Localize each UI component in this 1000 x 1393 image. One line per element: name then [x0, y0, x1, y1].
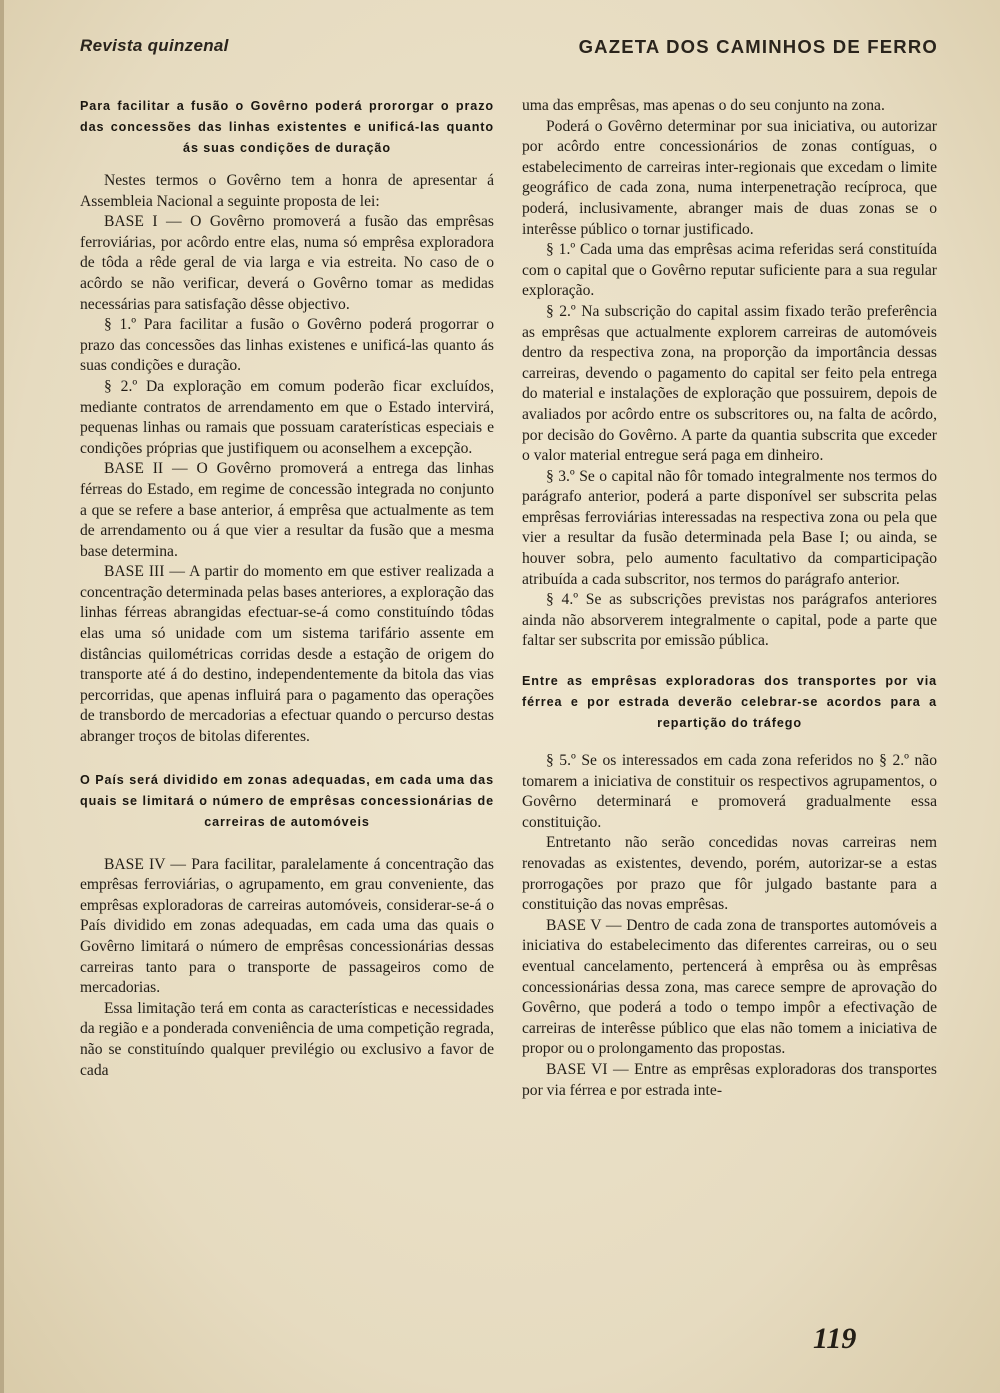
body-paragraph: uma das emprêsas, mas apenas o do seu conjunto na zona. — [522, 97, 885, 114]
body-paragraph: § 1.º Para facilitar a fusão o Govêrno poderá progorrar o prazo das concessões das linhas existenes e unificá-las quanto ás suas condições e duração. — [80, 316, 494, 375]
body-paragraph: BASE III — A partir do momento em que estiver realizada a concentração determinada pelas bases anteriores, a exploração das linhas férreas abrangidas efectuar-se-á como constituíndo tôdas elas uma só unidade com um sistema tarifário assente em distâncias quilométricas corridas desde a estação de origem do transporte até á do destino, independentemente da bitola das vias percorridas, que apenas influirá para o pagamento das operações de transbordo de mercadorias a efectuar quando o percurso destas abranger troços de bitolas diferentes. — [80, 563, 494, 746]
running-header — [80, 36, 938, 60]
section-heading: Entre as emprêsas exploradoras dos transportes por via férrea e por estrada deverão celebrar-se acordos para a repartição do tráfego — [522, 674, 937, 731]
section-heading: Para facilitar a fusão o Govêrno poderá prororgar o prazo das concessões das linhas existentes e unificá-las quanto ás suas condições de duração — [80, 99, 494, 155]
left-column — [80, 96, 494, 1081]
section-heading: O País será dividido em zonas adequadas, em cada uma das quais se limitará o número de emprêsas concessionárias de carreiras de automóveis — [80, 772, 494, 829]
body-paragraph: Essa limitação terá em conta as características e necessidades da região e a ponderada conveniência de uma competição regrada, não se constituíndo qualquer previlégio ou exclusivo a favor de cada — [80, 999, 494, 1079]
page-number: 119 — [813, 1322, 857, 1355]
body-paragraph: BASE I — O Govêrno promoverá a fusão das emprêsas ferroviárias, por acôrdo entre elas, numa só emprêsa exploradora de tôda a rêde geral de via larga e via estreita. No caso de o acôrdo se não verificar, deverá o Govêrno tomar as medidas necessárias para satisfação dêsse objectivo. — [80, 213, 494, 313]
body-paragraph: § 2.º Na subscrição do capital assim fixado terão preferência as emprêsas que actualmente explorem carreiras de automóveis dentro da respectiva zona, na proporção da importância dessas carreiras, devendo o pagamento do capital ser feito pela entrega do material e instalações de exploração que possuirem, depois de avaliados por acôrdo entre os subscritores ou, na falta de acôrdo, por decisão do Govêrno. A parte da quantia subscrita que exceder o valor material entregue será paga em dinheiro. — [522, 302, 937, 465]
right-column — [522, 96, 937, 1101]
page-edge — [0, 0, 4, 1393]
body-paragraph: § 3.º Se o capital não fôr tomado integralmente nos termos do parágrafo anterior, poderá a parte disponível ser subscrita pelas emprêsas ferroviárias interessadas na respectiva zona ou pela que vier a resultar da fusão determinada pela Base I; ou ainda, se houver sobra, pelo aumento facultativo da comparticipação atribuída a cada subscritor, nos termos do parágrafo anterior. — [522, 467, 937, 588]
body-paragraph: BASE II — O Govêrno promoverá a entrega das linhas férreas do Estado, em regime de concessão integrada no conjunto a que se refere a base anterior, á emprêsa que actualmente as tem de arrendamento ou á que vier a resultar da fusão que a mesma base determina. — [80, 460, 494, 560]
header-periodicity: Revista quinzenal — [80, 36, 229, 55]
body-paragraph: § 2.º Da exploração em comum poderão ficar excluídos, mediante contratos de arrendamento em que o Estado intervirá, pequenas linhas ou ramais que possuam caraterísticas especiais e condições próprias que justifiquem ou aconselhem a excepção. — [80, 377, 494, 457]
body-paragraph: § 5.º Se os interessados em cada zona referidos no § 2.º não tomarem a iniciativa de constituir os respectivos agrupamentos, o Govêrno determinará e promoverá gradualmente essa constituição. — [522, 752, 937, 831]
body-paragraph: Poderá o Govêrno determinar por sua iniciativa, ou autorizar por acôrdo entre concessionários de zonas contíguas, o estabelecimento de carreiras inter-regionais que excedam o limite geográfico de cada zona, numa interpenetração recíproca, que poderá, inclusivamente, abranger mais de duas zonas se o interêsse público o tornar justificado. — [522, 117, 937, 238]
body-paragraph: BASE V — Dentro de cada zona de transportes automóveis a iniciativa do estabelecimento das diferentes carreiras, ou o seu eventual cancelamento, pertencerá à emprêsa ou às emprêsas concessionárias dessa zona, mas carece sempre de aprovação do Govêrno, que poderá a todo o tempo impôr a efectivação de carreiras de interêsse público que elas não tomem a iniciativa de propor ou o prolongamento das propostas. — [522, 916, 937, 1058]
body-paragraph: § 1.º Cada uma das emprêsas acima referidas será constituída com o capital que o Govêrno reputar suficiente para a sua regular exploração. — [522, 241, 937, 300]
body-paragraph: Nestes termos o Govêrno tem a honra de apresentar á Assembleia Nacional a seguinte proposta de lei: — [80, 172, 494, 210]
body-paragraph: Entretanto não serão concedidas novas carreiras nem renovadas as existentes, devendo, porém, autorizar-se a estas prorrogações por prazo que fôr julgado bastante para a constituição das novas emprêsas. — [522, 834, 937, 914]
body-paragraph: § 4.º Se as subscrições previstas nos parágrafos anteriores ainda não absorverem integralmente o capital, pode a parte que faltar ser subscrita por emissão pública. — [522, 591, 937, 650]
header-publication-title: GAZETA DOS CAMINHOS DE FERRO — [578, 36, 938, 57]
body-paragraph: BASE VI — Entre as emprêsas exploradoras dos transportes por via férrea e por estrada inte- — [522, 1060, 937, 1099]
body-paragraph: BASE IV — Para facilitar, paralelamente á concentração das emprêsas ferroviárias, o agrupamento, em grau conveniente, das emprêsas exploradoras de carreiras automóveis, considerar-se-á o País dividido em zonas adequadas, em cada uma das quais o Govêrno limitará o número de emprêsas concessionárias dessas carreiras tanto para o transporte de passageiros como de mercadorias. — [80, 855, 494, 997]
